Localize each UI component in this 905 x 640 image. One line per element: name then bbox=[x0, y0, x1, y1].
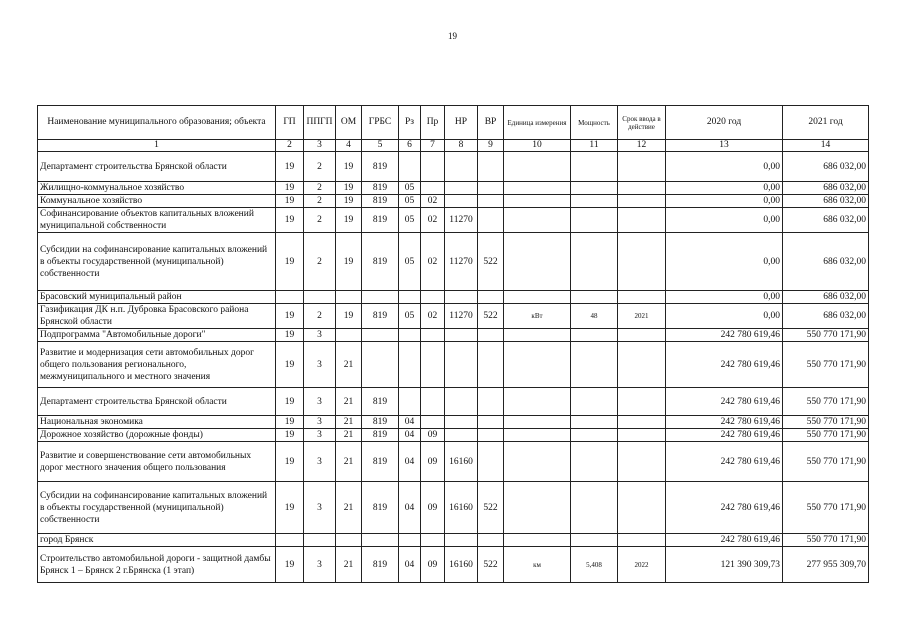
table-cell bbox=[504, 482, 571, 534]
table-cell: кВт bbox=[504, 304, 571, 329]
table-row bbox=[38, 195, 869, 208]
column-number: 11 bbox=[571, 140, 618, 152]
amount-cell: 550 770 171,90 bbox=[783, 429, 869, 442]
table-cell bbox=[445, 329, 478, 342]
table-cell bbox=[618, 388, 666, 416]
header-cell: ППГП bbox=[304, 106, 336, 140]
table-cell bbox=[445, 429, 478, 442]
table-cell bbox=[504, 291, 571, 304]
table-cell bbox=[445, 152, 478, 182]
table-cell: 11270 bbox=[445, 208, 478, 233]
row-name-cell: Коммунальное хозяйство bbox=[38, 195, 276, 208]
table-cell: 21 bbox=[336, 342, 362, 388]
table-cell bbox=[362, 329, 399, 342]
table-cell: 19 bbox=[276, 195, 304, 208]
table-cell: 21 bbox=[336, 547, 362, 583]
table-cell: 11270 bbox=[445, 304, 478, 329]
table-cell: 3 bbox=[304, 388, 336, 416]
table-cell: 819 bbox=[362, 195, 399, 208]
column-number: 8 bbox=[445, 140, 478, 152]
table-cell bbox=[504, 429, 571, 442]
table-cell bbox=[445, 388, 478, 416]
amount-cell: 686 032,00 bbox=[783, 195, 869, 208]
table-cell: 21 bbox=[336, 442, 362, 482]
table-cell: 2 bbox=[304, 152, 336, 182]
amount-cell: 0,00 bbox=[666, 304, 783, 329]
header-cell: Наименование муниципального образования; объекта bbox=[38, 106, 276, 140]
table-row bbox=[38, 182, 869, 195]
header-cell: Пр bbox=[421, 106, 445, 140]
table-cell bbox=[618, 416, 666, 429]
header-row bbox=[38, 106, 869, 140]
table-cell bbox=[421, 182, 445, 195]
row-name-cell: Софинансирование объектов капитальных вложений муниципальной собственности bbox=[38, 208, 276, 233]
table-cell: 04 bbox=[399, 482, 421, 534]
amount-cell: 0,00 bbox=[666, 152, 783, 182]
table-cell bbox=[276, 534, 304, 547]
column-number: 5 bbox=[362, 140, 399, 152]
table-cell bbox=[504, 182, 571, 195]
row-name-cell: Субсидии на софинансирование капитальных вложений в объекты государственной (муниципальной) собственности bbox=[38, 482, 276, 534]
amount-cell: 0,00 bbox=[666, 291, 783, 304]
amount-cell: 242 780 619,46 bbox=[666, 429, 783, 442]
table-cell: 2 bbox=[304, 182, 336, 195]
table-cell: 3 bbox=[304, 442, 336, 482]
table-cell bbox=[399, 291, 421, 304]
table-cell bbox=[571, 195, 618, 208]
table-row bbox=[38, 388, 869, 416]
row-name-cell: Развитие и модернизация сети автомобильных дорог общего пользования регионального, межмуниципального и местного значения bbox=[38, 342, 276, 388]
amount-cell: 242 780 619,46 bbox=[666, 342, 783, 388]
row-name-cell: Газификация ДК н.п. Дубровка Брасовского района Брянской области bbox=[38, 304, 276, 329]
table-row bbox=[38, 482, 869, 534]
amount-cell: 242 780 619,46 bbox=[666, 388, 783, 416]
table-cell: 19 bbox=[336, 208, 362, 233]
header-cell: НР bbox=[445, 106, 478, 140]
table-cell bbox=[399, 152, 421, 182]
table-cell: 09 bbox=[421, 547, 445, 583]
table-row bbox=[38, 534, 869, 547]
table-cell: 16160 bbox=[445, 482, 478, 534]
table-cell bbox=[478, 342, 504, 388]
table-cell bbox=[399, 342, 421, 388]
table-row bbox=[38, 442, 869, 482]
table-cell bbox=[571, 442, 618, 482]
table-cell bbox=[445, 291, 478, 304]
table-cell bbox=[478, 442, 504, 482]
table-cell bbox=[399, 534, 421, 547]
table-row bbox=[38, 291, 869, 304]
column-number: 6 bbox=[399, 140, 421, 152]
table-cell bbox=[421, 152, 445, 182]
table-cell: 19 bbox=[276, 304, 304, 329]
table-cell bbox=[571, 482, 618, 534]
table-cell: 09 bbox=[421, 482, 445, 534]
amount-cell: 242 780 619,46 bbox=[666, 534, 783, 547]
table-cell: 19 bbox=[276, 442, 304, 482]
table-cell: 19 bbox=[276, 388, 304, 416]
table-row bbox=[38, 342, 869, 388]
amount-cell: 242 780 619,46 bbox=[666, 482, 783, 534]
amount-cell: 550 770 171,90 bbox=[783, 342, 869, 388]
table-cell: 819 bbox=[362, 442, 399, 482]
table-cell bbox=[571, 233, 618, 291]
table-cell: 05 bbox=[399, 195, 421, 208]
header-cell: 2020 год bbox=[666, 106, 783, 140]
table-cell bbox=[362, 342, 399, 388]
table-row bbox=[38, 547, 869, 583]
column-number: 7 bbox=[421, 140, 445, 152]
table-cell: 819 bbox=[362, 304, 399, 329]
row-name-cell: Подпрограмма "Автомобильные дороги" bbox=[38, 329, 276, 342]
table-cell: 2 bbox=[304, 208, 336, 233]
table-cell bbox=[504, 152, 571, 182]
row-name-cell: город Брянск bbox=[38, 534, 276, 547]
header-cell: Рз bbox=[399, 106, 421, 140]
table-cell: 819 bbox=[362, 182, 399, 195]
table-cell: 2022 bbox=[618, 547, 666, 583]
row-name-cell: Дорожное хозяйство (дорожные фонды) bbox=[38, 429, 276, 442]
table-cell: 3 bbox=[304, 329, 336, 342]
table-cell bbox=[445, 342, 478, 388]
table-cell: 11270 bbox=[445, 233, 478, 291]
table-cell bbox=[618, 152, 666, 182]
row-name-cell: Развитие и совершенствование сети автомобильных дорог местного значения общего пользования bbox=[38, 442, 276, 482]
table-cell bbox=[478, 208, 504, 233]
table-cell: 05 bbox=[399, 182, 421, 195]
table-cell: 19 bbox=[276, 233, 304, 291]
amount-cell: 686 032,00 bbox=[783, 152, 869, 182]
table-cell bbox=[571, 534, 618, 547]
amount-cell: 686 032,00 bbox=[783, 182, 869, 195]
table-cell: 04 bbox=[399, 429, 421, 442]
table-cell: 19 bbox=[276, 416, 304, 429]
column-number: 1 bbox=[38, 140, 276, 152]
table-cell: 09 bbox=[421, 429, 445, 442]
table-cell: 3 bbox=[304, 547, 336, 583]
table-cell bbox=[336, 291, 362, 304]
amount-cell: 242 780 619,46 bbox=[666, 416, 783, 429]
table-cell bbox=[504, 534, 571, 547]
table-cell: 819 bbox=[362, 547, 399, 583]
table-cell: 819 bbox=[362, 388, 399, 416]
table-cell bbox=[618, 534, 666, 547]
table-cell bbox=[421, 534, 445, 547]
column-number: 9 bbox=[478, 140, 504, 152]
table-cell: 04 bbox=[399, 442, 421, 482]
amount-cell: 0,00 bbox=[666, 195, 783, 208]
table-cell bbox=[478, 182, 504, 195]
amount-cell: 686 032,00 bbox=[783, 304, 869, 329]
table-cell: 3 bbox=[304, 342, 336, 388]
row-name-cell: Департамент строительства Брянской области bbox=[38, 388, 276, 416]
table-cell bbox=[571, 416, 618, 429]
column-number-row bbox=[38, 140, 869, 152]
header-cell: Единица измерения bbox=[504, 106, 571, 140]
column-number: 10 bbox=[504, 140, 571, 152]
table-cell bbox=[478, 195, 504, 208]
table-cell: 05 bbox=[399, 233, 421, 291]
table-cell bbox=[571, 208, 618, 233]
table-cell: 02 bbox=[421, 208, 445, 233]
column-number: 4 bbox=[336, 140, 362, 152]
table-cell: 05 bbox=[399, 208, 421, 233]
amount-cell: 550 770 171,90 bbox=[783, 388, 869, 416]
table-cell: 819 bbox=[362, 429, 399, 442]
table-row bbox=[38, 329, 869, 342]
table-cell bbox=[618, 195, 666, 208]
table-cell bbox=[618, 442, 666, 482]
table-cell bbox=[504, 342, 571, 388]
table-cell: км bbox=[504, 547, 571, 583]
table-cell bbox=[571, 388, 618, 416]
table-cell: 522 bbox=[478, 304, 504, 329]
table-cell: 02 bbox=[421, 195, 445, 208]
table-cell bbox=[445, 182, 478, 195]
table-cell bbox=[276, 291, 304, 304]
table-cell bbox=[478, 534, 504, 547]
table-cell: 819 bbox=[362, 482, 399, 534]
table-cell: 19 bbox=[276, 182, 304, 195]
table-row bbox=[38, 233, 869, 291]
row-name-cell: Национальная экономика bbox=[38, 416, 276, 429]
amount-cell: 0,00 bbox=[666, 233, 783, 291]
table-row bbox=[38, 429, 869, 442]
table-cell bbox=[445, 416, 478, 429]
table-cell bbox=[478, 388, 504, 416]
amount-cell: 277 955 309,70 bbox=[783, 547, 869, 583]
table-cell: 19 bbox=[336, 182, 362, 195]
table-cell bbox=[571, 291, 618, 304]
table-cell bbox=[571, 429, 618, 442]
table-cell: 48 bbox=[571, 304, 618, 329]
table-cell bbox=[304, 291, 336, 304]
table-cell: 522 bbox=[478, 547, 504, 583]
table-cell: 19 bbox=[276, 329, 304, 342]
row-name-cell: Департамент строительства Брянской области bbox=[38, 152, 276, 182]
table-cell: 21 bbox=[336, 482, 362, 534]
column-number: 13 bbox=[666, 140, 783, 152]
table-cell: 3 bbox=[304, 416, 336, 429]
header-cell: Мощность bbox=[571, 106, 618, 140]
amount-cell: 686 032,00 bbox=[783, 291, 869, 304]
table-cell bbox=[504, 329, 571, 342]
table-cell: 522 bbox=[478, 482, 504, 534]
row-name-cell: Субсидии на софинансирование капитальных вложений в объекты государственной (муниципальной) собственности bbox=[38, 233, 276, 291]
amount-cell: 242 780 619,46 bbox=[666, 442, 783, 482]
header-cell: 2021 год bbox=[783, 106, 869, 140]
table-row bbox=[38, 416, 869, 429]
table-cell bbox=[504, 388, 571, 416]
table-cell: 21 bbox=[336, 429, 362, 442]
table-cell: 19 bbox=[276, 429, 304, 442]
amount-cell: 242 780 619,46 bbox=[666, 329, 783, 342]
table-cell bbox=[571, 342, 618, 388]
table-cell: 04 bbox=[399, 416, 421, 429]
table-cell bbox=[504, 442, 571, 482]
table-cell: 21 bbox=[336, 388, 362, 416]
table-cell bbox=[618, 429, 666, 442]
table-cell bbox=[478, 429, 504, 442]
table-cell: 04 bbox=[399, 547, 421, 583]
amount-cell: 550 770 171,90 bbox=[783, 534, 869, 547]
table-cell: 819 bbox=[362, 208, 399, 233]
table-cell bbox=[618, 291, 666, 304]
table-cell: 2021 bbox=[618, 304, 666, 329]
table-cell: 19 bbox=[276, 342, 304, 388]
table-cell: 19 bbox=[336, 233, 362, 291]
page-number: 19 bbox=[448, 31, 457, 41]
header-cell: Срок ввода в действие bbox=[618, 106, 666, 140]
table-cell: 21 bbox=[336, 416, 362, 429]
column-number: 12 bbox=[618, 140, 666, 152]
table-row bbox=[38, 208, 869, 233]
table-cell: 19 bbox=[336, 152, 362, 182]
table-row bbox=[38, 304, 869, 329]
table-cell bbox=[504, 208, 571, 233]
amount-cell: 0,00 bbox=[666, 208, 783, 233]
table-cell: 19 bbox=[276, 152, 304, 182]
table-cell: 19 bbox=[276, 208, 304, 233]
table-cell bbox=[399, 388, 421, 416]
table-row bbox=[38, 152, 869, 182]
table-cell bbox=[399, 329, 421, 342]
amount-cell: 121 390 309,73 bbox=[666, 547, 783, 583]
column-number: 3 bbox=[304, 140, 336, 152]
amount-cell: 550 770 171,90 bbox=[783, 482, 869, 534]
header-cell: ГП bbox=[276, 106, 304, 140]
table-cell bbox=[478, 329, 504, 342]
table-cell bbox=[445, 534, 478, 547]
table-cell bbox=[504, 416, 571, 429]
amount-cell: 0,00 bbox=[666, 182, 783, 195]
table-cell bbox=[571, 152, 618, 182]
table-cell bbox=[618, 482, 666, 534]
table-cell: 819 bbox=[362, 416, 399, 429]
amount-cell: 686 032,00 bbox=[783, 233, 869, 291]
table-cell bbox=[618, 182, 666, 195]
header-cell: ВР bbox=[478, 106, 504, 140]
row-name-cell: Брасовский муниципальный район bbox=[38, 291, 276, 304]
table-cell bbox=[478, 416, 504, 429]
table-cell bbox=[571, 182, 618, 195]
table-cell: 819 bbox=[362, 152, 399, 182]
header-cell: ОМ bbox=[336, 106, 362, 140]
table-cell: 16160 bbox=[445, 547, 478, 583]
row-name-cell: Жилищно-коммунальное хозяйство bbox=[38, 182, 276, 195]
amount-cell: 686 032,00 bbox=[783, 208, 869, 233]
table-cell bbox=[336, 329, 362, 342]
table-cell: 522 bbox=[478, 233, 504, 291]
table-cell: 02 bbox=[421, 304, 445, 329]
table-cell: 19 bbox=[276, 547, 304, 583]
amount-cell: 550 770 171,90 bbox=[783, 416, 869, 429]
table-cell: 09 bbox=[421, 442, 445, 482]
table-cell bbox=[304, 534, 336, 547]
table-cell bbox=[421, 329, 445, 342]
table-cell bbox=[478, 152, 504, 182]
table-cell bbox=[618, 342, 666, 388]
table-cell bbox=[421, 388, 445, 416]
table-cell bbox=[618, 233, 666, 291]
amount-cell: 550 770 171,90 bbox=[783, 329, 869, 342]
column-number: 14 bbox=[783, 140, 869, 152]
table-cell bbox=[421, 342, 445, 388]
table-cell: 02 bbox=[421, 233, 445, 291]
amount-cell: 550 770 171,90 bbox=[783, 442, 869, 482]
table-cell bbox=[571, 329, 618, 342]
table-cell bbox=[504, 195, 571, 208]
table-cell bbox=[504, 233, 571, 291]
table-cell: 19 bbox=[276, 482, 304, 534]
table-cell bbox=[478, 291, 504, 304]
table-cell bbox=[336, 534, 362, 547]
table-cell: 2 bbox=[304, 233, 336, 291]
budget-table bbox=[37, 105, 869, 583]
column-number: 2 bbox=[276, 140, 304, 152]
table-cell bbox=[362, 534, 399, 547]
table-cell: 19 bbox=[336, 304, 362, 329]
table-cell: 16160 bbox=[445, 442, 478, 482]
table-cell: 5,408 bbox=[571, 547, 618, 583]
table-cell bbox=[445, 195, 478, 208]
table-cell: 3 bbox=[304, 429, 336, 442]
table-cell: 19 bbox=[336, 195, 362, 208]
table-cell: 2 bbox=[304, 195, 336, 208]
table-cell: 3 bbox=[304, 482, 336, 534]
table-cell bbox=[618, 208, 666, 233]
table-cell bbox=[362, 291, 399, 304]
header-cell: ГРБС bbox=[362, 106, 399, 140]
table-cell: 05 bbox=[399, 304, 421, 329]
table-cell: 2 bbox=[304, 304, 336, 329]
table-cell bbox=[421, 291, 445, 304]
row-name-cell: Строительство автомобильной дороги - защитной дамбы Брянск 1 – Брянск 2 г.Брянска (1 этап) bbox=[38, 547, 276, 583]
table-cell: 819 bbox=[362, 233, 399, 291]
table-cell bbox=[618, 329, 666, 342]
table-cell bbox=[421, 416, 445, 429]
